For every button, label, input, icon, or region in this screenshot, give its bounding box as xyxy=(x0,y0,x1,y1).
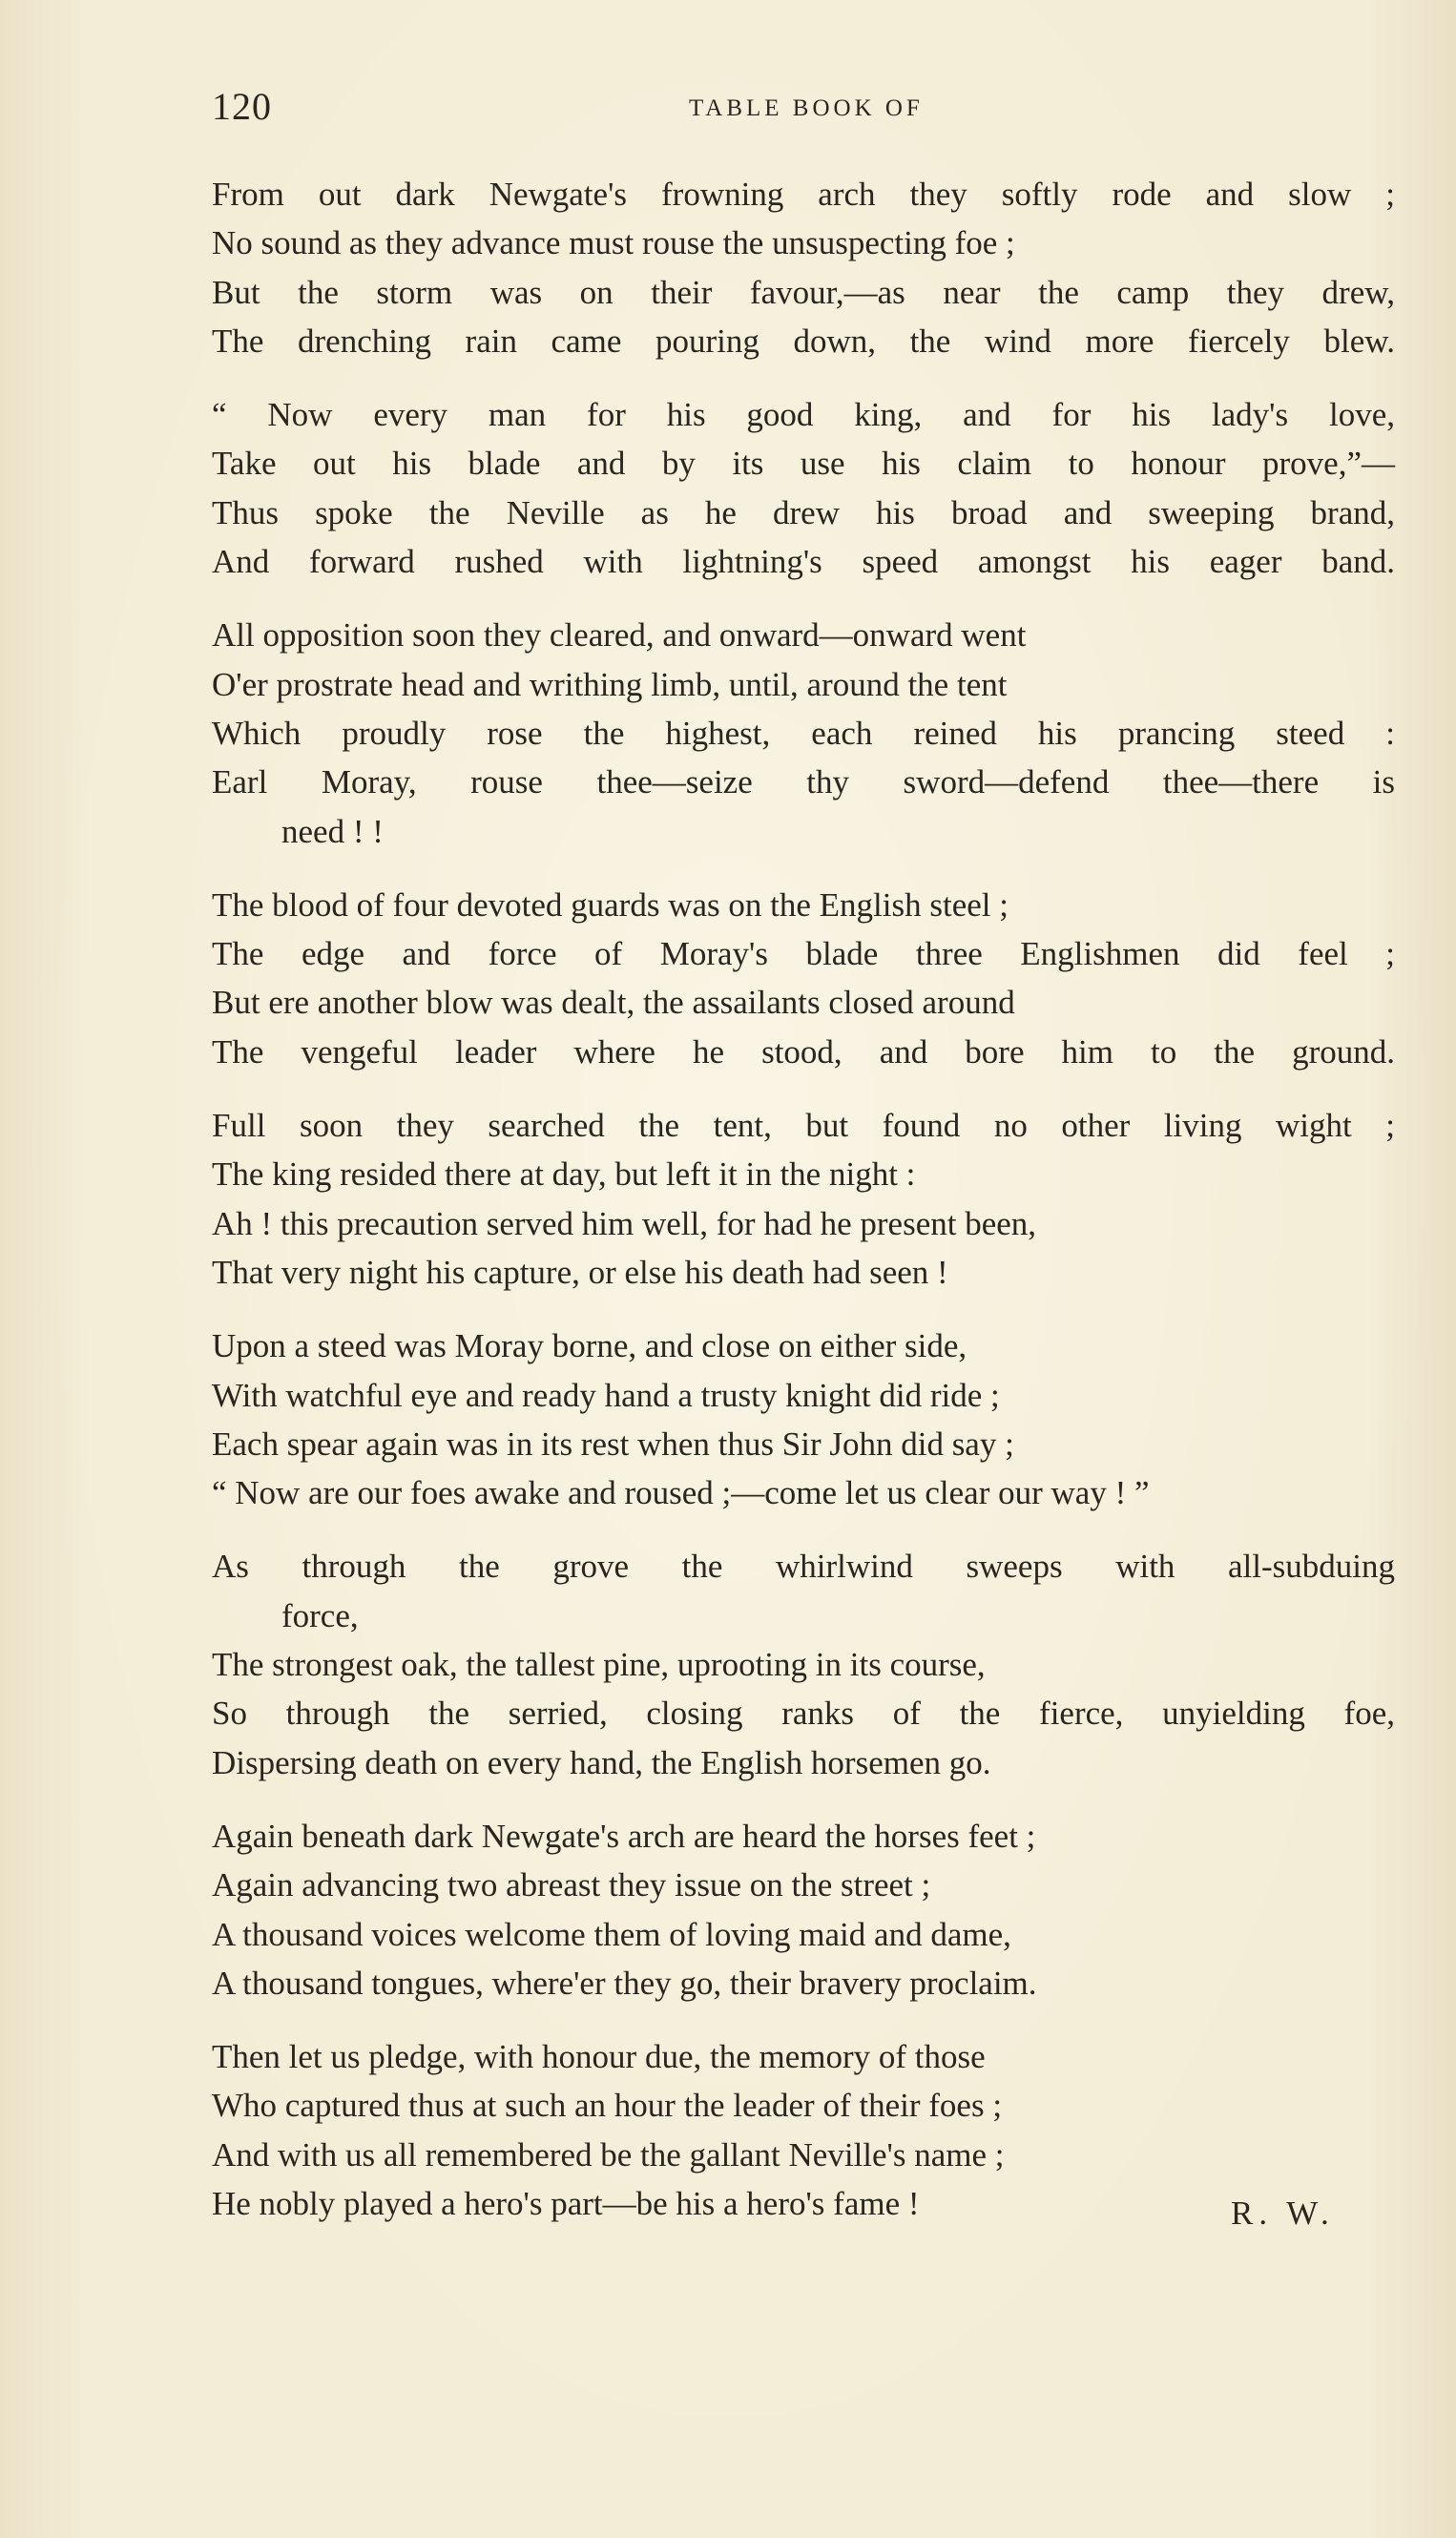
poem-line: Full soon they searched the tent, but found no other living wight ; xyxy=(212,1107,1395,1145)
poem-line: Take out his blade and by its use his claim to honour prove,”— xyxy=(212,445,1395,483)
poem-line: The edge and force of Moray's blade three Englishmen did feel ; xyxy=(212,935,1395,973)
stanza-1 xyxy=(212,170,1424,365)
stanza-2 xyxy=(212,390,1424,586)
poem-line: A thousand voices welcome them of loving maid and dame, xyxy=(212,1915,1011,1953)
page-number: 120 xyxy=(212,85,272,128)
poem-line: Which proudly rose the highest, each reined his prancing steed : xyxy=(212,714,1395,752)
stanza-5 xyxy=(212,1101,1424,1297)
stanza-8 xyxy=(212,1812,1424,2008)
poem-line: He nobly played a hero's part—be his a hero's fame ! xyxy=(212,2184,920,2222)
poem-line: All opposition soon they cleared, and onward—onward went xyxy=(212,616,1027,655)
poem-line-continuation: need ! ! xyxy=(281,812,384,850)
poem-line: O'er prostrate head and writhing limb, until, around the tent xyxy=(212,665,1008,703)
poem-line: So through the serried, closing ranks of the fierce, unyielding foe, xyxy=(212,1695,1395,1733)
poem-line: But ere another blow was dealt, the assailants closed around xyxy=(212,984,1015,1022)
poem-body xyxy=(212,170,1424,2253)
poem-line: And with us all remembered be the gallant Neville's name ; xyxy=(212,2135,1005,2174)
poem-line: The drenching rain came pouring down, the wind more fiercely blew. xyxy=(212,322,1395,360)
poem-line: No sound as they advance must rouse the unsuspecting foe ; xyxy=(212,224,1015,262)
poem-line: A thousand tongues, where'er they go, their bravery proclaim. xyxy=(212,1964,1037,2002)
poem-line: Upon a steed was Moray borne, and close on either side, xyxy=(212,1327,967,1365)
poem-line: The vengeful leader where he stood, and bore him to the ground. xyxy=(212,1032,1395,1071)
poem-line: Earl Moray, rouse thee—seize thy sword—defend thee—there is xyxy=(212,763,1395,801)
poem-line: As through the grove the whirlwind sweeps with all-subduing xyxy=(212,1548,1395,1586)
poem-line: The blood of four devoted guards was on the English steel ; xyxy=(212,885,1009,924)
poem-line: With watchful eye and ready hand a trusty knight did ride ; xyxy=(212,1376,1000,1414)
poem-line-continuation: force, xyxy=(281,1596,359,1634)
poem-line: That very night his capture, or else his death had seen ! xyxy=(212,1253,948,1291)
poem-line: “ Now every man for his good king, and for his lady's love, xyxy=(212,396,1395,434)
stanza-7 xyxy=(212,1542,1424,1786)
poem-line: Then let us pledge, with honour due, the memory of those xyxy=(212,2038,986,2076)
poem-line: The strongest oak, the tallest pine, uprooting in its course, xyxy=(212,1646,986,1684)
poem-line: Again beneath dark Newgate's arch are heard the horses feet ; xyxy=(212,1817,1036,1855)
poem-line: The king resided there at day, but left it in the night : xyxy=(212,1155,916,1194)
stanza-3 xyxy=(212,611,1424,855)
stanza-6 xyxy=(212,1321,1424,1517)
poem-line: Again advancing two abreast they issue on the street ; xyxy=(212,1866,931,1904)
stanza-4 xyxy=(212,881,1424,1076)
poem-line: From out dark Newgate's frowning arch they softly rode and slow ; xyxy=(212,176,1395,213)
poem-line: Who captured thus at such an hour the leader of their foes ; xyxy=(212,2087,1003,2125)
poem-line: Thus spoke the Neville as he drew his broad and sweeping brand, xyxy=(212,493,1395,531)
poem-line: But the storm was on their favour,—as near the camp they drew, xyxy=(212,273,1395,311)
poem-line: “ Now are our foes awake and roused ;—come let us clear our way ! ” xyxy=(212,1474,1150,1512)
poem-line: Each spear again was in its rest when thus Sir John did say ; xyxy=(212,1425,1014,1463)
poem-line: Ah ! this precaution served him well, for had he present been, xyxy=(212,1204,1037,1242)
poem-line: Dispersing death on every hand, the English horsemen go. xyxy=(212,1743,991,1781)
poem-line: And forward rushed with lightning's speed amongst his eager band. xyxy=(212,543,1395,581)
author-signature: R. W. xyxy=(1231,2195,1335,2232)
running-head: TABLE BOOK OF xyxy=(689,95,924,121)
page-header xyxy=(212,84,1404,141)
